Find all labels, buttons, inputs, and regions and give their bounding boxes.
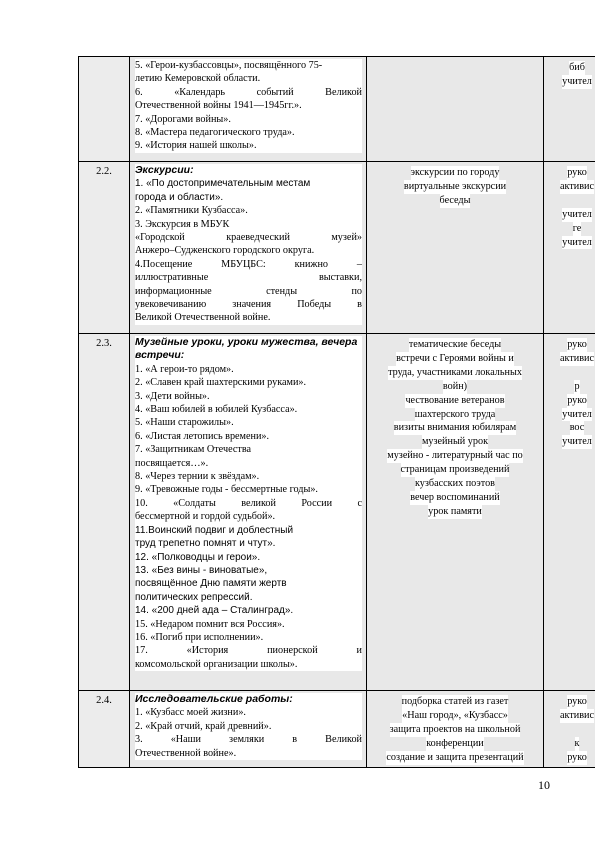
- topic-item: комсомольской организации школы».: [135, 658, 362, 671]
- topic-item: 3. «Дети войны».: [135, 390, 362, 403]
- topic-item: 9. «История нашей школы».: [135, 139, 362, 152]
- responsible-cell: [544, 691, 595, 768]
- topic-item: Отечественной войне».: [135, 747, 362, 760]
- activity-form: музейно - литературный час по: [387, 450, 523, 462]
- plan-row: [79, 57, 595, 162]
- topics-cell: [130, 334, 367, 691]
- activity-form: страницам произведений: [400, 464, 510, 476]
- section-number: 2.4.: [79, 691, 130, 768]
- topic-item: труд трепетно помнят и чтут».: [135, 537, 362, 550]
- responsible-person: руко: [567, 751, 587, 763]
- responsible-person: активис: [559, 180, 595, 192]
- topic-item: 10. «Солдаты великой России с: [135, 497, 362, 509]
- topic-item: 1. «А герои-то рядом».: [135, 363, 362, 376]
- topic-item: 7. «Дорогами войны».: [135, 113, 362, 126]
- topic-item: увековечиванию значения Победы в: [135, 299, 362, 311]
- responsible-person: вос: [569, 422, 585, 434]
- topic-item: 6. «Листая летопись времени».: [135, 430, 362, 443]
- topic-item: летию Кемеровской области.: [135, 72, 362, 85]
- topic-item: политических репрессий.: [135, 591, 362, 604]
- topic-item: Великой Отечественной войне.: [135, 311, 362, 324]
- topic-item: 8. «Через тернии к звёздам».: [135, 470, 362, 483]
- responsible-person: активис: [559, 709, 595, 721]
- topic-item: 9. «Тревожные годы - бессмертные годы».: [135, 483, 362, 496]
- section-number: 2.3.: [79, 334, 130, 691]
- topic-item: иллюстративные выставки,: [135, 272, 362, 284]
- topic-item: 2. «Славен край шахтерскими руками».: [135, 376, 362, 389]
- plan-row: [79, 162, 595, 334]
- topic-item: Отечественной войны 1941—1945гг.».: [135, 99, 362, 112]
- forms-cell: [367, 334, 544, 691]
- section-heading: Исследовательские работы:: [135, 693, 362, 706]
- topic-item: 17. «История пионерской и: [135, 645, 362, 657]
- topic-item: 12. «Полководцы и герои».: [135, 551, 362, 564]
- forms-cell: [367, 57, 544, 162]
- topic-item: информационные стенды по: [135, 285, 362, 297]
- topic-item: Анжеро–Судженского городского округа.: [135, 244, 362, 257]
- responsible-cell: [544, 57, 595, 162]
- section-heading: Музейные уроки, уроки мужества, вечера встречи:: [135, 336, 362, 363]
- responsible-person: учител: [562, 436, 592, 448]
- section-number: 2.2.: [79, 162, 130, 334]
- activity-form: визиты внимания юбилярам: [393, 422, 517, 434]
- plan-table-body: [79, 57, 595, 768]
- section-heading: Экскурсии:: [135, 164, 362, 177]
- responsible-person: руко: [567, 394, 587, 406]
- topic-item: 3. «Наши земляки в Великой: [135, 734, 362, 746]
- responsible-person: учител: [562, 208, 592, 220]
- topic-item: 14. «200 дней ада – Сталинград».: [135, 604, 362, 617]
- topic-item: «Городской краеведческий музей»: [135, 232, 362, 244]
- responsible-person: учител: [562, 75, 592, 87]
- topic-item: 8. «Мастера педагогического труда».: [135, 126, 362, 139]
- activity-form: экскурсии по городу: [410, 167, 500, 178]
- activity-form: чествование ветеранов: [405, 394, 505, 406]
- activity-form: виртуальные экскурсии: [403, 180, 507, 192]
- topic-item: посвящается…».: [135, 457, 362, 470]
- responsible-person: ге: [572, 222, 582, 234]
- topic-item: 4.Посещение МБУЦБС: книжно –: [135, 258, 362, 270]
- responsible-person: руко: [567, 167, 587, 178]
- topic-item: 2. «Памятники Кузбасса».: [135, 204, 362, 217]
- activity-form: «Наш город», «Кузбасс»: [402, 709, 508, 721]
- topic-item: города и области».: [135, 191, 362, 204]
- activity-plan-table: [78, 56, 595, 768]
- plan-row: [79, 691, 595, 768]
- section-number: [79, 57, 130, 162]
- forms-cell: [367, 162, 544, 334]
- activity-form: создание и защита презентаций: [386, 751, 524, 763]
- topics-cell: [130, 57, 367, 162]
- responsible-cell: [544, 334, 595, 691]
- topic-item: 11.Воинский подвиг и доблестный: [135, 524, 362, 537]
- activity-form: подборка статей из газет: [401, 696, 509, 707]
- responsible-person: р: [574, 380, 580, 392]
- topic-item: 2. «Край отчий, край древний».: [135, 720, 362, 733]
- topic-item: 1. «Кузбасс моей жизни».: [135, 706, 362, 719]
- activity-form: музейный урок: [421, 436, 489, 448]
- topic-item: 6. «Календарь событий Великой: [135, 86, 362, 98]
- plan-row: [79, 334, 595, 691]
- topic-item: 3. Экскурсия в МБУК: [135, 218, 362, 231]
- responsible-person: учител: [562, 236, 592, 248]
- topics-cell: [130, 162, 367, 334]
- activity-form: войн): [442, 380, 468, 392]
- forms-cell: [367, 691, 544, 768]
- topic-item: 5. «Герои-кузбассовцы», посвящённого 75-: [135, 59, 362, 72]
- responsible-person: биб: [569, 62, 585, 73]
- topic-item: 15. «Недаром помнит вся Россия».: [135, 618, 362, 631]
- activity-form: защита проектов на школьной: [389, 723, 521, 735]
- topic-item: 4. «Ваш юбилей в юбилей Кузбасса».: [135, 403, 362, 416]
- activity-form: кузбасских поэтов: [415, 478, 495, 490]
- activity-form: встречи с Героями войны и: [396, 352, 514, 364]
- responsible-person: руко: [567, 339, 587, 350]
- topics-cell: [130, 691, 367, 768]
- responsible-person: активис: [559, 352, 595, 364]
- activity-form: шахтерского труда: [414, 408, 496, 420]
- responsible-person: к: [574, 737, 580, 749]
- topic-item: 1. «По достопримечательным местам: [135, 177, 362, 190]
- activity-form: конференции: [426, 737, 484, 749]
- activity-form: беседы: [439, 194, 471, 206]
- activity-form: тематические беседы: [408, 339, 502, 350]
- responsible-person: учител: [562, 408, 592, 420]
- topic-item: посвящённое Дню памяти жертв: [135, 577, 362, 590]
- responsible-person: руко: [567, 696, 587, 707]
- activity-form: урок памяти: [428, 505, 482, 517]
- activity-form: вечер воспоминаний: [410, 491, 500, 503]
- topic-item: 7. «Защитникам Отечества: [135, 443, 362, 456]
- activity-form: труда, участниками локальных: [388, 366, 522, 378]
- responsible-cell: [544, 162, 595, 334]
- topic-item: 16. «Погиб при исполнении».: [135, 631, 362, 644]
- topic-item: 13. «Без вины - виноватые»,: [135, 564, 362, 577]
- topic-item: бессмертной и гордой судьбой».: [135, 510, 362, 523]
- topic-item: 5. «Наши старожилы».: [135, 416, 362, 429]
- page-number: 10: [538, 778, 550, 792]
